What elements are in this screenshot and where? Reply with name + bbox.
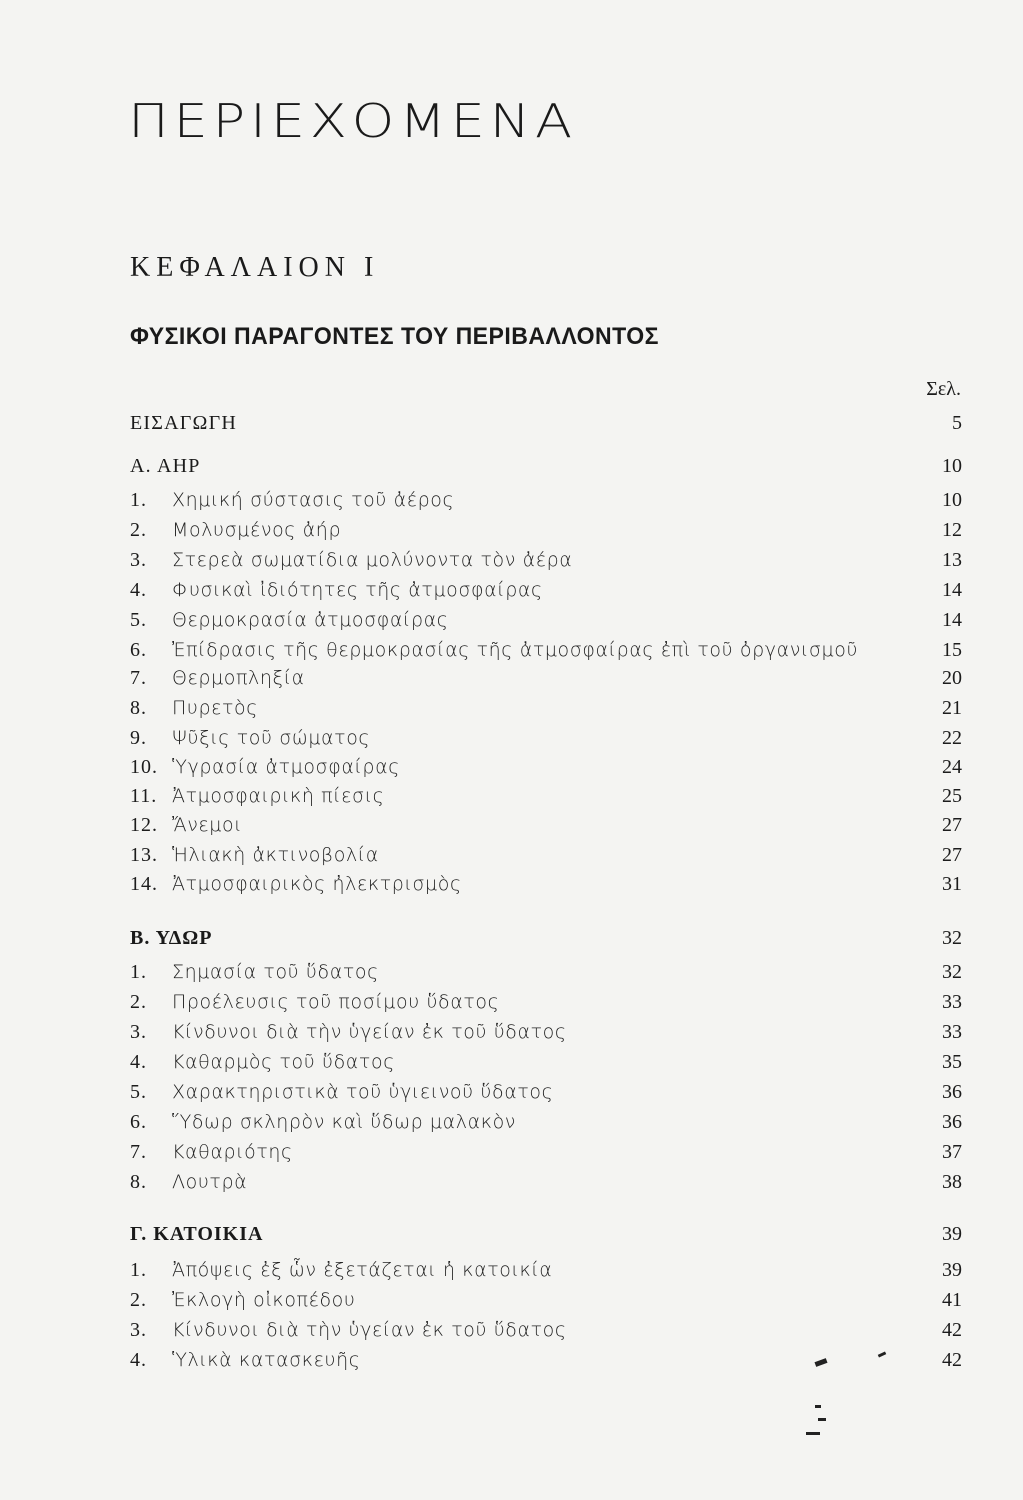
- toc-entry-page: 37: [942, 1141, 962, 1163]
- toc-entry-page: 39: [942, 1259, 962, 1281]
- toc-entry: [130, 1259, 962, 1287]
- toc-entry-text: Θερμοκρασία ἀτμοσφαίρας: [172, 609, 449, 631]
- toc-entry-number: 1.: [130, 1259, 147, 1281]
- toc-entry-page: 41: [942, 1289, 962, 1311]
- toc-entry-number: 4.: [130, 579, 147, 601]
- toc-entry-number: 9.: [130, 727, 147, 749]
- toc-entry-text: Ἀτμοσφαιρικὴ πίεσις: [172, 785, 385, 807]
- toc-entry-page: 35: [942, 1051, 962, 1073]
- scan-speck: [815, 1405, 821, 1408]
- toc-entry: [130, 1021, 962, 1049]
- toc-entry-number: 8.: [130, 1171, 147, 1193]
- toc-entry-number: 3.: [130, 549, 147, 571]
- toc-entry-page: 15: [942, 639, 962, 661]
- toc-entry: [130, 639, 962, 667]
- toc-entry: [130, 1051, 962, 1079]
- toc-entry-text: Καθαριότης: [172, 1141, 293, 1163]
- toc-entry: [130, 519, 962, 547]
- toc-entry-number: 2.: [130, 991, 147, 1013]
- toc-entry-number: 12.: [130, 814, 158, 836]
- toc-entry-number: 6.: [130, 1111, 147, 1133]
- toc-entry-text: Ἐπίδρασις τῆς θερμοκρασίας τῆς ἀτμοσφαίρας ἐπὶ τοῦ ὀργανισμοῦ: [172, 639, 859, 661]
- toc-entry: [130, 1171, 962, 1199]
- toc-entry-number: 3.: [130, 1319, 147, 1341]
- toc-entry-page: 14: [942, 579, 962, 601]
- toc-entry: [130, 1111, 962, 1139]
- toc-intro-page: 5: [952, 412, 962, 434]
- scan-speck: [806, 1432, 820, 1435]
- toc-entry-text: Ψῦξις τοῦ σώματος: [172, 727, 371, 749]
- toc-entry-page: 25: [942, 785, 962, 807]
- toc-entry-number: 6.: [130, 639, 147, 661]
- toc-entry-number: 7.: [130, 1141, 147, 1163]
- toc-entry-number: 8.: [130, 697, 147, 719]
- toc-entry-page: 42: [942, 1319, 962, 1341]
- toc-entry: [130, 814, 962, 842]
- toc-entry-number: 3.: [130, 1021, 147, 1043]
- toc-entry-number: 13.: [130, 844, 158, 866]
- toc-entry-text: Πυρετὸς: [172, 697, 259, 719]
- toc-entry-number: 10.: [130, 756, 158, 778]
- toc-section-b: [130, 927, 962, 955]
- toc-entry-page: 42: [942, 1349, 962, 1371]
- toc-entry-text: Μολυσμένος ἀήρ: [172, 519, 342, 541]
- toc-entry-page: 10: [942, 489, 962, 511]
- chapter-heading: ΚΕΦΑΛΑΙΟΝ Ι: [130, 252, 380, 283]
- toc-entry-page: 13: [942, 549, 962, 571]
- toc-entry-page: 33: [942, 1021, 962, 1043]
- toc-entry-number: 1.: [130, 489, 147, 511]
- page-title: ΠΕΡΙΕΧΟΜΕΝΑ: [128, 94, 577, 148]
- toc-entry-page: 14: [942, 609, 962, 631]
- toc-entry: [130, 1141, 962, 1169]
- toc-entry-text: Φυσικαὶ ἰδιότητες τῆς ἀτμοσφαίρας: [172, 579, 543, 601]
- toc-entry-text: Ἀτμοσφαιρικὸς ἠλεκτρισμὸς: [172, 873, 462, 895]
- toc-entry-text: Ἐκλογὴ οἰκοπέδου: [172, 1289, 356, 1311]
- toc-section-page: 32: [942, 927, 962, 949]
- toc-section-label: Α. ΑΗΡ: [130, 455, 201, 477]
- toc-entry: [130, 697, 962, 725]
- toc-entry-text: Ὕδωρ σκληρὸν καὶ ὕδωρ μαλακὸν: [172, 1111, 517, 1133]
- toc-entry-text: Καθαρμὸς τοῦ ὕδατος: [172, 1051, 395, 1073]
- toc-entry-text: Κίνδυνοι διὰ τὴν ὑγείαν ἐκ τοῦ ὕδατος: [172, 1319, 567, 1341]
- toc-section-page: 10: [942, 455, 962, 477]
- toc-entry: [130, 609, 962, 637]
- toc-entry: [130, 991, 962, 1019]
- toc-entry: [130, 1319, 962, 1347]
- toc-section-label: Β. ΥΔΩΡ: [130, 927, 213, 949]
- toc-entry-number: 11.: [130, 785, 158, 807]
- toc-section-label: Γ. ΚΑΤΟΙΚΙΑ: [130, 1223, 264, 1245]
- toc-entry-page: 12: [942, 519, 962, 541]
- toc-entry: [130, 1349, 962, 1377]
- toc-entry: [130, 756, 962, 784]
- toc-entry-text: Κίνδυνοι διὰ τὴν ὑγείαν ἐκ τοῦ ὕδατος: [172, 1021, 567, 1043]
- toc-entry-text: Ἄνεμοι: [172, 814, 243, 836]
- toc-entry-text: Χημική σύστασις τοῦ ἀέρος: [172, 489, 455, 511]
- chapter-subtitle: ΦΥΣΙΚΟΙ ΠΑΡΑΓΟΝΤΕΣ ΤΟΥ ΠΕΡΙΒΑΛΛΟΝΤΟΣ: [130, 323, 659, 350]
- toc-entry: [130, 727, 962, 755]
- toc-intro-label: ΕΙΣΑΓΩΓΗ: [130, 412, 237, 434]
- toc-entry: [130, 579, 962, 607]
- toc-entry-page: 27: [942, 814, 962, 836]
- toc-entry-number: 1.: [130, 961, 147, 983]
- toc-entry-number: 5.: [130, 609, 147, 631]
- toc-entry: [130, 489, 962, 517]
- toc-entry-text: Ὑγρασία ἀτμοσφαίρας: [172, 756, 400, 778]
- toc-entry-page: 32: [942, 961, 962, 983]
- toc-entry: [130, 873, 962, 901]
- toc-entry-text: Ἀπόψεις ἐξ ὧν ἐξετάζεται ἡ κατοικία: [172, 1259, 553, 1281]
- toc-entry-page: 20: [942, 667, 962, 689]
- toc-entry: [130, 844, 962, 872]
- toc-entry-page: 36: [942, 1081, 962, 1103]
- toc-entry: [130, 1289, 962, 1317]
- toc-entry-page: 21: [942, 697, 962, 719]
- toc-entry-number: 2.: [130, 1289, 147, 1311]
- toc-entry-text: Σημασία τοῦ ὕδατος: [172, 961, 379, 983]
- toc-entry-page: 36: [942, 1111, 962, 1133]
- toc-section-a: [130, 455, 962, 483]
- toc-entry-text: Θερμοπληξία: [172, 667, 305, 689]
- toc-entry-page: 22: [942, 727, 962, 749]
- toc-entry: [130, 961, 962, 989]
- toc-entry-text: Προέλευσις τοῦ ποσίμου ὕδατος: [172, 991, 500, 1013]
- toc-entry-text: Λουτρὰ: [172, 1171, 248, 1193]
- toc-entry-text: Ἡλιακὴ ἀκτινοβολία: [172, 844, 379, 866]
- toc-entry-number: 4.: [130, 1051, 147, 1073]
- toc-entry-page: 24: [942, 756, 962, 778]
- toc-entry-number: 5.: [130, 1081, 147, 1103]
- toc-entry-number: 14.: [130, 873, 158, 895]
- scan-speck: [818, 1418, 826, 1421]
- toc-entry-number: 7.: [130, 667, 147, 689]
- toc-section-page: 39: [942, 1223, 962, 1245]
- toc-entry: [130, 1081, 962, 1109]
- toc-entry-number: 2.: [130, 519, 147, 541]
- toc-entry-page: 38: [942, 1171, 962, 1193]
- toc-section-c: [130, 1223, 962, 1251]
- toc-entry-page: 33: [942, 991, 962, 1013]
- toc-entry: [130, 549, 962, 577]
- toc-entry-number: 4.: [130, 1349, 147, 1371]
- toc-entry-page: 31: [942, 873, 962, 895]
- toc-intro: [130, 412, 962, 440]
- toc-entry-page: 27: [942, 844, 962, 866]
- toc-entry: [130, 785, 962, 813]
- toc-entry-text: Στερεὰ σωματίδια μολύνοντα τὸν ἀέρα: [172, 549, 573, 571]
- toc-entry-text: Χαρακτηριστικὰ τοῦ ὑγιεινοῦ ὕδατος: [172, 1081, 554, 1103]
- toc-entry: [130, 667, 962, 695]
- page-column-label: Σελ.: [926, 378, 961, 400]
- toc-entry-text: Ὑλικὰ κατασκευῆς: [172, 1349, 361, 1371]
